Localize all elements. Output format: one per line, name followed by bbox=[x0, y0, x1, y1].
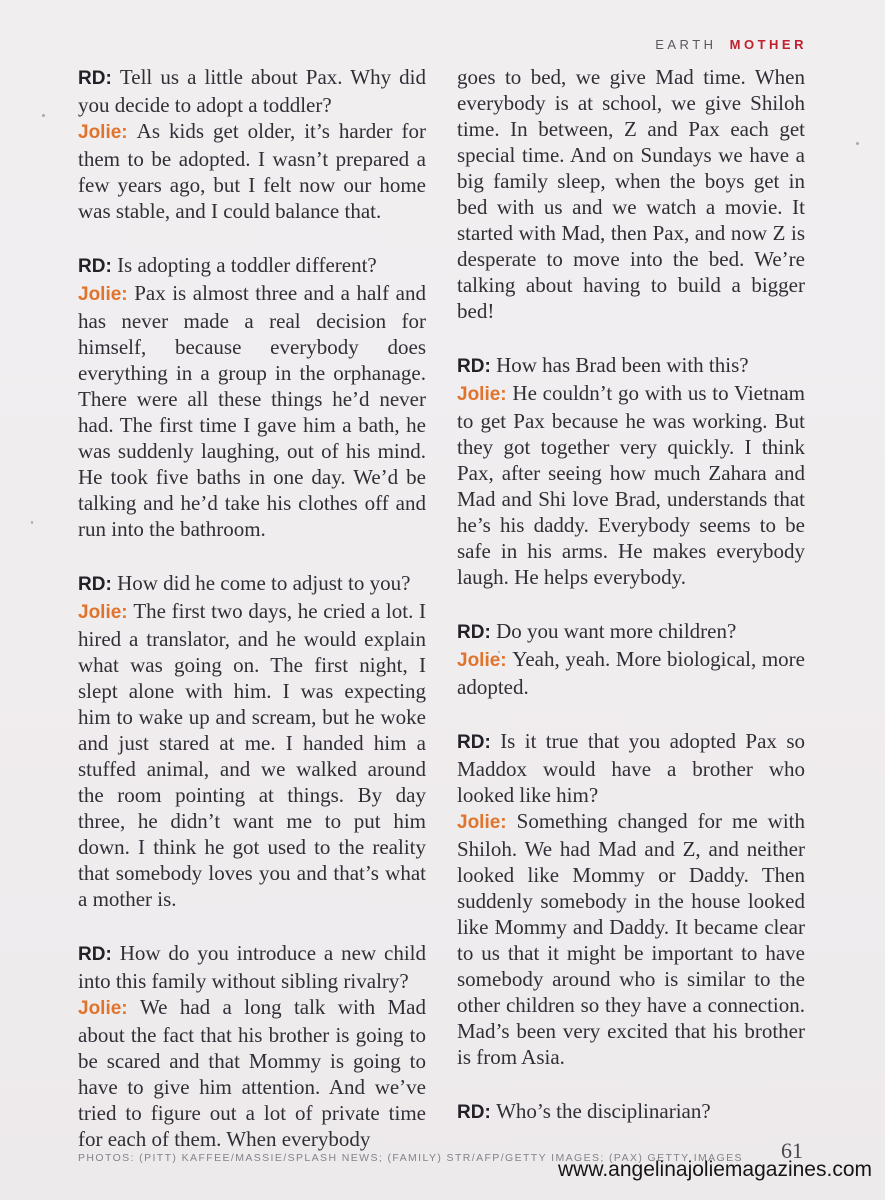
speech-text: goes to bed, we give Mad time. When everybody is at school, we give Shiloh time. In between, Z and Pax each get special time. And on Sundays we have a big family sleep, when the boys get in bed with us and we watch a movie. It started with Mad, then Pax, and now Z is desperate to move into the bed. We’re talking about having to build a bigger bed! bbox=[457, 65, 805, 323]
speech-paragraph bbox=[78, 940, 426, 994]
speech-paragraph bbox=[78, 994, 426, 1152]
article-columns bbox=[78, 64, 805, 1180]
column-right bbox=[457, 64, 805, 1180]
scan-speck bbox=[856, 142, 859, 145]
speech-text: How has Brad been with this? bbox=[496, 353, 749, 377]
speaker-label: Jolie: bbox=[78, 284, 135, 305]
speech-paragraph bbox=[78, 570, 426, 598]
speech-paragraph bbox=[457, 618, 805, 646]
speaker-label: Jolie: bbox=[78, 998, 141, 1019]
speaker-label: RD: bbox=[457, 732, 501, 753]
watermark-url: www.angelinajoliemagazines.com bbox=[558, 1158, 872, 1181]
scan-speck bbox=[31, 521, 33, 524]
speech-text: Is adopting a toddler different? bbox=[117, 253, 377, 277]
speech-text: Tell us a little about Pax. Why did you decide to adopt a toddler? bbox=[78, 65, 426, 117]
speaker-label: RD: bbox=[78, 944, 120, 965]
speech-paragraph bbox=[78, 64, 426, 118]
speech-paragraph bbox=[457, 646, 805, 700]
speech-text: Yeah, yeah. More biological, more adopted. bbox=[457, 647, 805, 699]
qa-block bbox=[457, 64, 805, 324]
speech-text: Something changed for me with Shiloh. We had Mad and Z, and neither looked like Mommy or Daddy. Then suddenly somebody in the house looked like Mommy and Daddy. It became clear to us that it might be important to have somebody around who is similar to the other children so they have a connection. Mad’s been very excited that his brother is from Asia. bbox=[457, 809, 805, 1069]
speech-paragraph bbox=[457, 1098, 805, 1126]
speaker-label: RD: bbox=[457, 622, 497, 643]
speaker-label: Jolie: bbox=[78, 122, 137, 143]
speaker-label: RD: bbox=[457, 1102, 497, 1123]
photo-credits: PHOTOS: (PITT) KAFFEE/MASSIE/SPLASH NEWS; (FAMILY) STR/AFP/GETTY IMAGES; (PAX) GETTY IMAGES bbox=[78, 1152, 743, 1164]
speech-paragraph bbox=[457, 808, 805, 1070]
speech-paragraph bbox=[457, 728, 805, 808]
qa-block bbox=[78, 252, 426, 542]
qa-block bbox=[457, 728, 805, 1070]
speech-text: How do you introduce a new child into this family without sibling rivalry? bbox=[78, 941, 426, 993]
speech-paragraph bbox=[457, 64, 805, 324]
qa-block bbox=[457, 352, 805, 590]
page-number: 61 bbox=[781, 1138, 803, 1163]
column-left bbox=[78, 64, 426, 1180]
qa-block bbox=[78, 64, 426, 224]
section-header-word-earth: EARTH bbox=[655, 37, 717, 52]
speech-text: Who’s the disciplinarian? bbox=[496, 1099, 711, 1123]
speech-paragraph bbox=[78, 280, 426, 542]
speaker-label: RD: bbox=[78, 574, 118, 595]
section-header bbox=[655, 37, 807, 52]
speech-paragraph bbox=[78, 252, 426, 280]
qa-block bbox=[78, 940, 426, 1152]
speaker-label: RD: bbox=[78, 256, 118, 277]
speech-text: The first two days, he cried a lot. I hired a translator, and he would explain what was going on. The first night, I slept alone with him. I was expecting him to wake up and scream, but he woke and just stared at me. I handed him a stuffed animal, and we walked around the room pointing at things. By day three, he didn’t want me to put him down. I think he got used to the reality that somebody loves you and that’s what a mother is. bbox=[78, 599, 427, 911]
qa-block bbox=[78, 570, 426, 912]
speaker-label: Jolie: bbox=[457, 812, 517, 833]
speech-paragraph bbox=[457, 352, 805, 380]
speaker-label: Jolie: bbox=[457, 650, 513, 671]
speech-text: We had a long talk with Mad about the fact that his brother is going to be scared and that Mommy is going to have to give him attention. And we’ve tried to figure out a lot of private time for each of them. When everybody bbox=[78, 995, 426, 1151]
scan-speck bbox=[498, 651, 500, 653]
qa-block bbox=[457, 1098, 805, 1126]
speech-text: He couldn’t go with us to Vietnam to get Pax because he was working. But they got together very quickly. I think Pax, after seeing how much Zahara and Mad and Shi love Brad, understands that he’s his daddy. Everybody seems to be safe in his arms. He makes everybody laugh. He helps everybody. bbox=[457, 381, 805, 589]
speech-text: Pax is almost three and a half and has never made a real decision for himself, because everybody does everything in a group in the orphanage. There were all these things he’d never had. The first time I gave him a bath, he was suddenly laughing, out of his mind. He took five baths in one day. We’d be talking and he’d take his clothes off and run into the bathroom. bbox=[78, 281, 426, 541]
scan-speck bbox=[42, 114, 45, 117]
speech-text: As kids get older, it’s harder for them to be adopted. I wasn’t prepared a few years ago, but I felt now our home was stable, and I could balance that. bbox=[78, 119, 426, 223]
speaker-label: Jolie: bbox=[78, 602, 134, 623]
qa-block bbox=[457, 618, 805, 700]
speech-text: How did he come to adjust to you? bbox=[117, 571, 411, 595]
speech-paragraph bbox=[457, 380, 805, 590]
speaker-label: RD: bbox=[78, 68, 120, 89]
section-header-word-mother: MOTHER bbox=[729, 37, 807, 52]
speech-paragraph bbox=[78, 598, 426, 912]
speaker-label: RD: bbox=[457, 356, 497, 377]
speech-text: Do you want more children? bbox=[496, 619, 737, 643]
speech-paragraph bbox=[78, 118, 426, 224]
speaker-label: Jolie: bbox=[457, 384, 513, 405]
speech-text: Is it true that you adopted Pax so Maddox would have a brother who looked like him? bbox=[457, 729, 805, 807]
